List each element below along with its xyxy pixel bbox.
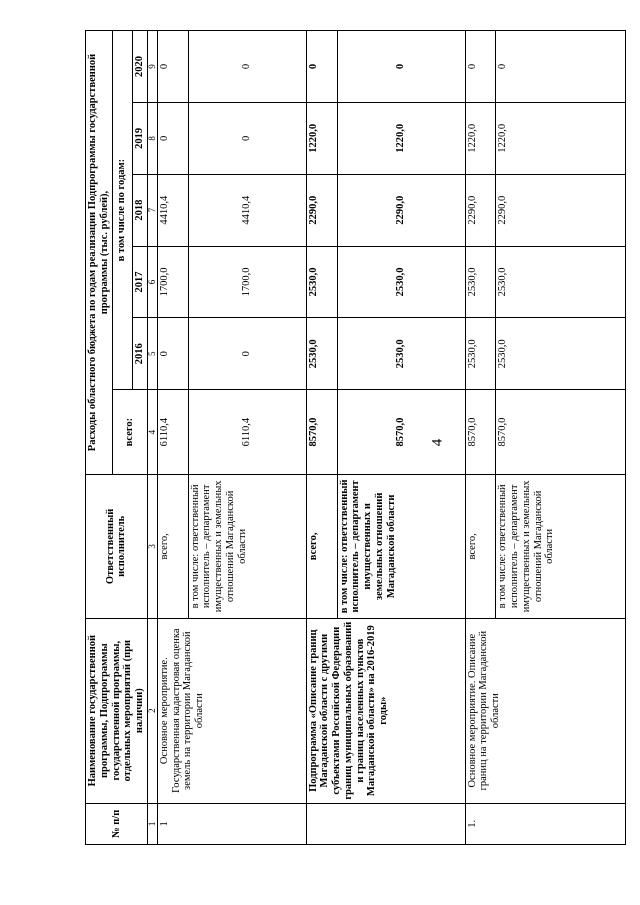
header-year: 2020 (133, 31, 148, 103)
column-number-row (147, 31, 157, 845)
row-year-value: 2530,0 (306, 318, 337, 390)
row-total-value: 8570,0 (337, 390, 465, 475)
row-year-value: 2530,0 (496, 246, 625, 318)
header-year: 2016 (133, 318, 148, 390)
row-year-value: 1220,0 (337, 102, 465, 174)
header-row-1 (86, 31, 113, 845)
column-number: 2 (147, 618, 157, 803)
row-year-value: 0 (157, 102, 188, 174)
row-year-value: 0 (188, 318, 306, 390)
header-expenses: Расходы областного бюджета по годам реализации Подпрограммы государственной программы (тыс. рублей), (86, 31, 113, 475)
row-number: 1 (157, 803, 306, 844)
row-year-value: 0 (465, 31, 496, 103)
row-responsible-detail: в том числе: ответственный исполнитель – департамент имущественных и земельных отношений Магаданской области (337, 475, 465, 619)
row-name: Основное мероприятие. Государственная кадастровая оценка земель на территории Магаданской области (157, 618, 306, 803)
row-number: 1. (465, 803, 625, 844)
row-total-value: 8570,0 (496, 390, 625, 475)
row-year-value: 2530,0 (465, 318, 496, 390)
row-name: Подпрограмма «Описание границ Магаданской области с другими субъектами Российской Федерации границ муниципальных образований и границ населенных пунктов Магаданской области» на 2016-2019 годы» (306, 618, 465, 803)
row-year-value: 0 (337, 31, 465, 103)
header-number: № п/п (86, 803, 148, 844)
row-year-value: 4410,4 (188, 174, 306, 246)
row-year-value: 2530,0 (465, 246, 496, 318)
budget-table-container (85, 30, 620, 845)
table-row-total (157, 31, 188, 845)
row-total-value: 8570,0 (306, 390, 337, 475)
column-number: 6 (147, 246, 157, 318)
row-name: Основное мероприятие. Описание границ на территории Магаданской области (465, 618, 625, 803)
row-year-value: 0 (188, 31, 306, 103)
row-total-value: 8570,0 (465, 390, 496, 475)
row-year-value: 0 (157, 31, 188, 103)
column-number: 3 (147, 475, 157, 619)
header-year: 2017 (133, 246, 148, 318)
row-year-value: 1220,0 (306, 102, 337, 174)
row-year-value: 2530,0 (496, 318, 625, 390)
row-year-value: 0 (306, 31, 337, 103)
row-total-value: 6110,4 (188, 390, 306, 475)
row-year-value: 1220,0 (496, 102, 625, 174)
header-name: Наименование государственной программы, Подпрограммы государственной программы, отдельных мероприятий (при наличии) (86, 618, 148, 803)
row-year-value: 0 (188, 102, 306, 174)
row-year-value: 1700,0 (157, 246, 188, 318)
row-year-value: 2290,0 (337, 174, 465, 246)
header-responsible: Ответственный исполнитель (86, 475, 148, 619)
page-number: 4 (429, 438, 446, 447)
table-row-total (306, 31, 337, 845)
column-number: 1 (147, 803, 157, 844)
column-number: 4 (147, 390, 157, 475)
budget-table (85, 30, 626, 845)
column-number: 5 (147, 318, 157, 390)
row-responsible-detail: в том числе: ответственный исполнитель – департамент имущественных и земельных отношений Магаданской области (496, 475, 625, 619)
row-responsible-total: всего, (157, 475, 188, 619)
row-year-value: 4410,4 (157, 174, 188, 246)
column-number: 8 (147, 102, 157, 174)
row-year-value: 1220,0 (465, 102, 496, 174)
header-year: 2019 (133, 102, 148, 174)
column-number: 9 (147, 31, 157, 103)
column-number: 7 (147, 174, 157, 246)
row-year-value: 2530,0 (337, 318, 465, 390)
table-row-total (465, 31, 496, 845)
row-year-value: 2530,0 (306, 246, 337, 318)
row-year-value: 0 (496, 31, 625, 103)
header-by-years: в том числе по годам: (112, 31, 133, 390)
header-total: всего: (112, 390, 147, 475)
row-year-value: 2290,0 (465, 174, 496, 246)
row-responsible-total: всего, (465, 475, 496, 619)
row-responsible-total: всего, (306, 475, 337, 619)
row-year-value: 0 (157, 318, 188, 390)
row-year-value: 2290,0 (306, 174, 337, 246)
row-year-value: 2530,0 (337, 246, 465, 318)
row-number (306, 803, 465, 844)
row-year-value: 1700,0 (188, 246, 306, 318)
row-responsible-detail: в том числе: ответственный исполнитель – департамент имущественных и земельных отношений Магаданской области (188, 475, 306, 619)
row-year-value: 2290,0 (496, 174, 625, 246)
header-year: 2018 (133, 174, 148, 246)
row-total-value: 6110,4 (157, 390, 188, 475)
